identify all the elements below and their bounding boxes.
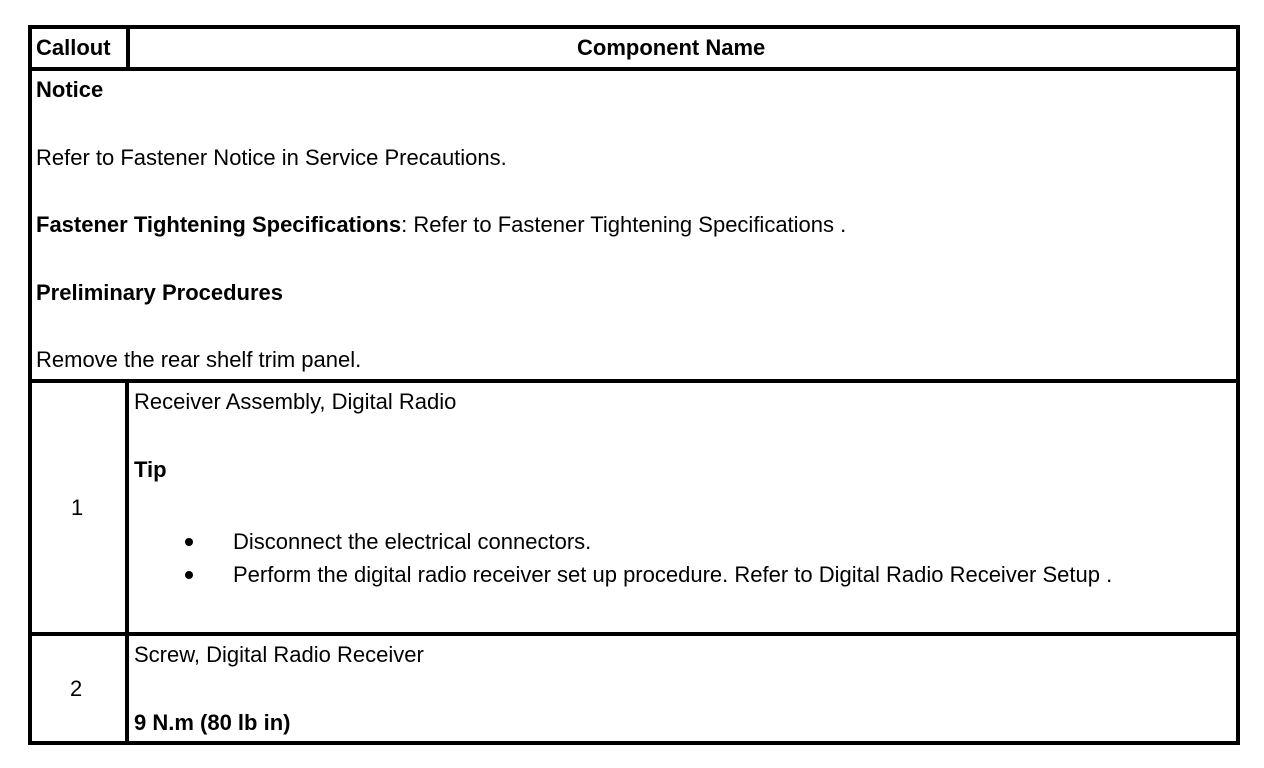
fastener-spec-text: Refer to Fastener Tightening Specifications . xyxy=(407,212,847,237)
preliminary-procedures-text: Remove the rear shelf trim panel. xyxy=(36,347,362,372)
body-column-divider xyxy=(125,381,129,741)
row1-bullet-1: Disconnect the electrical connectors. xyxy=(233,529,592,554)
bullet-icon xyxy=(185,538,193,546)
notice-text: Refer to Fastener Notice in Service Precautions. xyxy=(36,145,507,170)
row1-bullet-2: Perform the digital radio receiver set up procedure. Refer to Digital Radio Receiver Setup . xyxy=(233,562,1113,587)
notice-divider xyxy=(32,379,1236,383)
row1-callout: 1 xyxy=(71,495,84,520)
row1-tip-title: Tip xyxy=(134,457,167,482)
row2-component: Screw, Digital Radio Receiver xyxy=(134,642,424,667)
row1-component: Receiver Assembly, Digital Radio xyxy=(134,389,457,414)
row1-divider xyxy=(32,632,1236,636)
bullet-icon xyxy=(185,571,193,579)
fastener-spec-line xyxy=(36,212,846,238)
preliminary-procedures-title: Preliminary Procedures xyxy=(36,280,284,305)
fastener-spec-label: Fastener Tightening Specifications xyxy=(36,212,402,237)
component-table xyxy=(28,25,1240,745)
header-column-divider xyxy=(126,29,130,69)
header-component-name: Component Name xyxy=(577,35,766,60)
header-divider xyxy=(32,67,1236,71)
notice-title: Notice xyxy=(36,77,104,102)
row2-torque: 9 N.m (80 lb in) xyxy=(134,710,291,735)
fastener-spec-colon: : xyxy=(401,212,408,237)
header-callout: Callout xyxy=(36,35,111,60)
row2-callout: 2 xyxy=(70,676,83,701)
